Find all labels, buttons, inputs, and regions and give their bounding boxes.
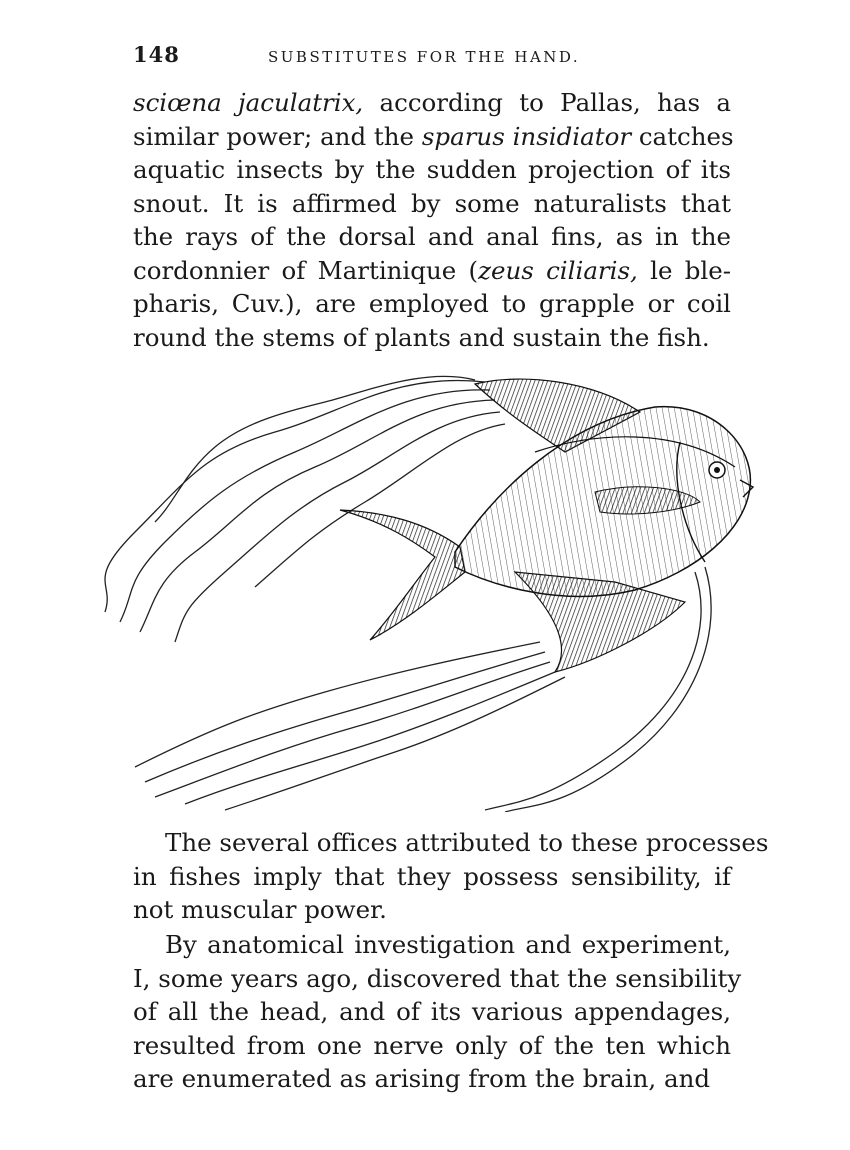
paragraph-2 bbox=[133, 826, 769, 927]
text-run: By anatomical investigation and experiment, bbox=[165, 930, 731, 959]
text-line bbox=[133, 1062, 731, 1096]
text-run: are enumerated as arising from the brain, and bbox=[133, 1064, 711, 1093]
text-run: The several offices attributed to these processes bbox=[165, 828, 769, 857]
text-run: catches bbox=[631, 121, 734, 151]
text-run: le ble- bbox=[637, 255, 732, 285]
text-line bbox=[133, 321, 731, 355]
running-head: SUBSTITUTES FOR THE HAND. bbox=[268, 48, 581, 66]
text-line bbox=[133, 120, 734, 154]
text-line bbox=[133, 1029, 731, 1063]
text-run: resulted from one nerve only of the ten which bbox=[133, 1030, 731, 1060]
italic-text: sparus insidiator bbox=[421, 121, 632, 151]
text-line bbox=[133, 254, 731, 288]
italic-text: sciœna jaculatrix, bbox=[133, 88, 364, 117]
page-header bbox=[133, 42, 733, 72]
text-line bbox=[133, 86, 731, 120]
text-line bbox=[133, 187, 731, 221]
text-run: pharis, Cuv.), are employed to grapple or coil bbox=[133, 289, 731, 318]
text-line bbox=[133, 928, 731, 962]
italic-text: zeus ciliaris, bbox=[478, 255, 638, 285]
text-run: similar power; and the bbox=[133, 121, 422, 151]
text-run: I, some years ago, discovered that the sensibility bbox=[133, 963, 742, 993]
fish-engraving-icon bbox=[95, 372, 765, 812]
text-run: round the stems of plants and sustain the fish. bbox=[133, 322, 710, 352]
text-run: cordonnier of Martinique ( bbox=[133, 255, 479, 285]
text-line bbox=[133, 995, 731, 1029]
paragraph-1 bbox=[133, 86, 734, 354]
text-run: according to Pallas, has a bbox=[363, 88, 731, 117]
text-line bbox=[133, 860, 731, 894]
text-run: snout. It is affirmed by some naturalists that bbox=[133, 188, 731, 218]
paragraph-3 bbox=[133, 928, 742, 1096]
page-number: 148 bbox=[133, 42, 180, 67]
text-run: aquatic insects by the sudden projection of its bbox=[133, 155, 731, 184]
text-line bbox=[133, 826, 769, 860]
text-line bbox=[133, 287, 731, 321]
text-run: in fishes imply that they possess sensibility, if bbox=[133, 861, 731, 891]
text-line bbox=[133, 893, 731, 927]
fish-engraving-figure bbox=[95, 372, 765, 812]
text-run: of all the head, and of its various appendages, bbox=[133, 997, 731, 1026]
text-line bbox=[133, 220, 731, 254]
text-line bbox=[133, 153, 731, 187]
text-run: not muscular power. bbox=[133, 895, 387, 924]
text-run: the rays of the dorsal and anal fins, as in the bbox=[133, 222, 731, 251]
text-line bbox=[133, 962, 742, 996]
